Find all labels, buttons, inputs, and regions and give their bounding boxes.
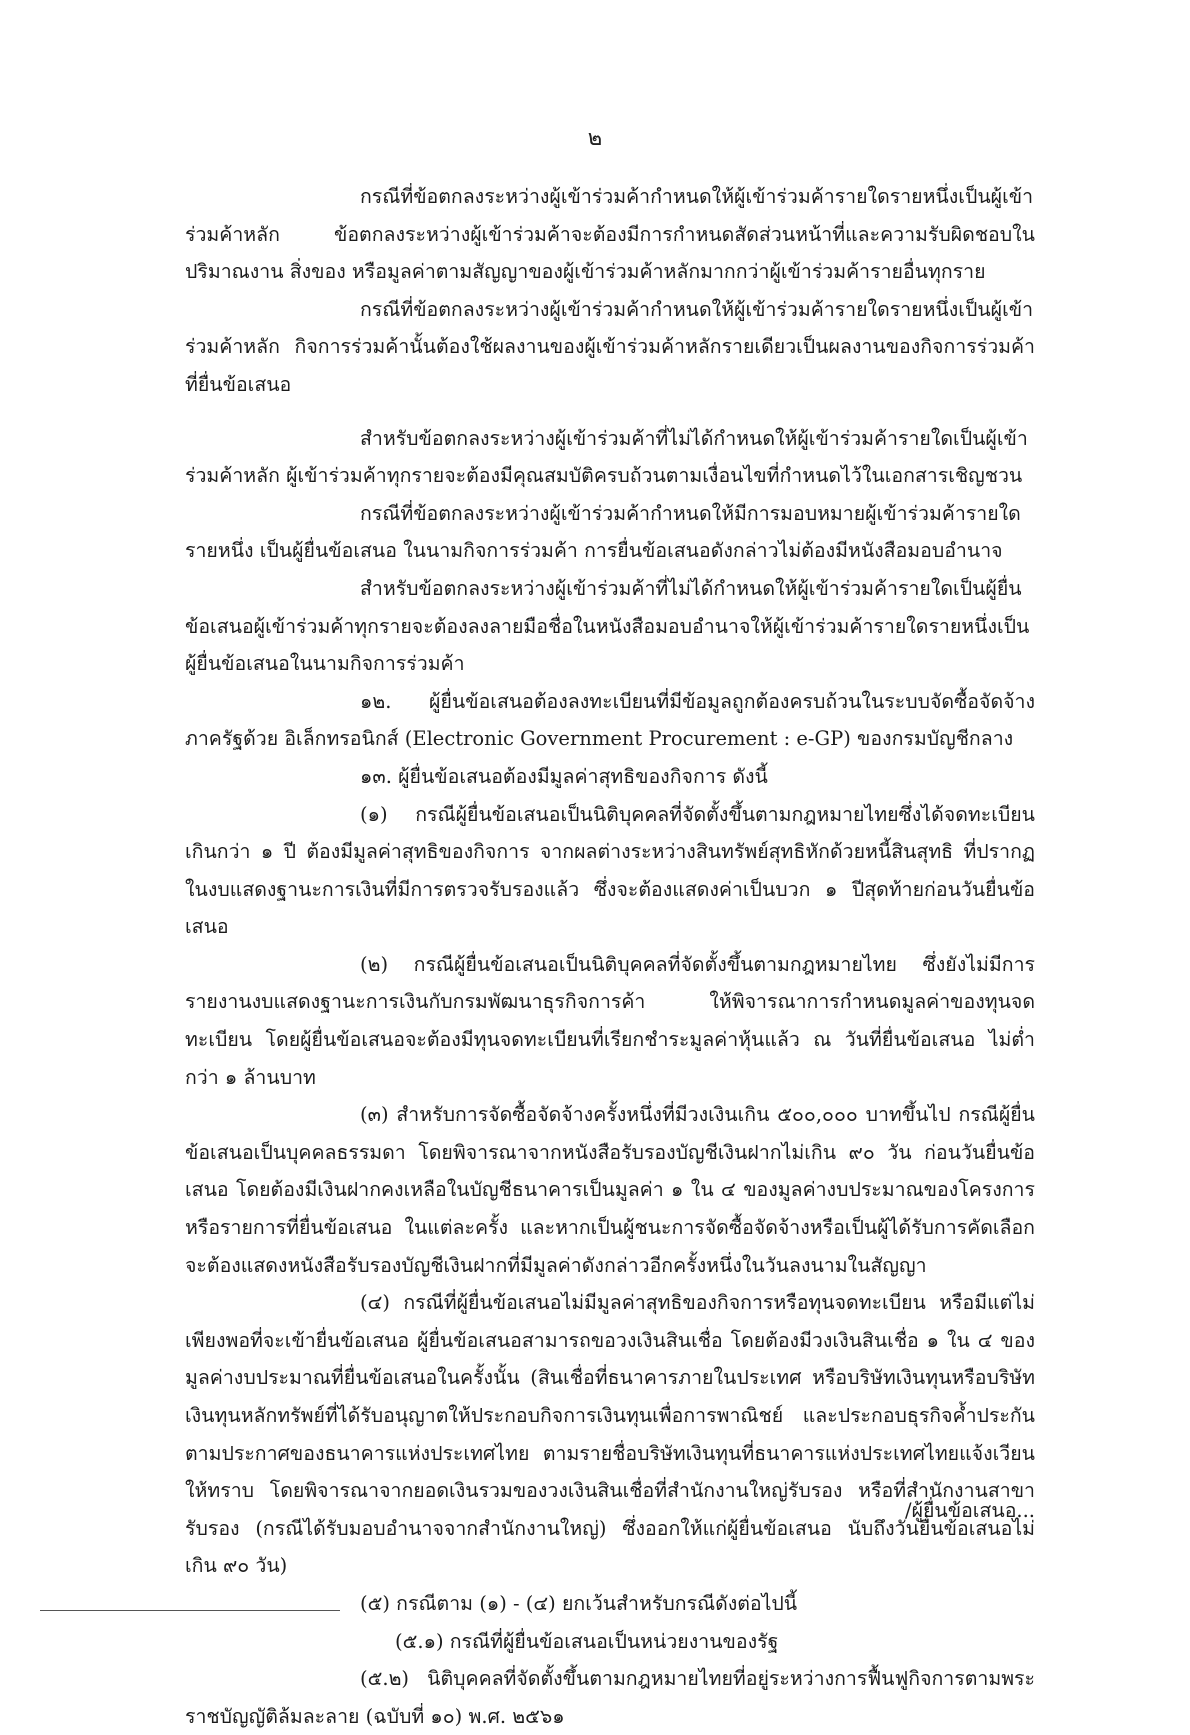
paragraph-lead-partner-portfolio: กรณีที่ข้อตกลงระหว่างผู้เข้าร่วมค้ากำหนดให้ผู้เข้าร่วมค้ารายใดรายหนึ่งเป็นผู้เข้าร่วมค้าหลัก กิจการร่วมค้านั้นต้องใช้ผลงานของผู้เข้าร่วมค้าหลักรายเดียวเป็นผลงานของกิจการร่วมค้าที่ยื่นข้อเสนอ: [185, 297, 1035, 396]
footer-rule: [40, 1610, 340, 1611]
paragraph-13-5-1: (๕.๑) กรณีที่ผู้ยื่นข้อเสนอเป็นหน่วยงานของรัฐ: [395, 1629, 779, 1653]
paragraph-13-3: (๓) สำหรับการจัดซื้อจัดจ้างครั้งหนึ่งที่มีวงเงินเกิน ๕๐๐,๐๐๐ บาทขึ้นไป กรณีผู้ยื่นข้อเสนอเป็นบุคคลธรรมดา โดยพิจารณาจากหนังสือรับรองบัญชีเงินฝากไม่เกิน ๙๐ วัน ก่อนวันยื่นข้อเสนอ โดยต้องมีเงินฝากคงเหลือในบัญชีธนาคารเป็นมูลค่า ๑ ใน ๔ ของมูลค่างบประมาณของโครงการหรือรายการที่ยื่นข้อเสนอ ในแต่ละครั้ง และหากเป็นผู้ชนะการจัดซื้อจัดจ้างหรือเป็นผู้ได้รับการคัดเลือกจะต้องแสดงหนังสือรับรองบัญชีเงินฝากที่มีมูลค่าดังกล่าวอีกครั้งหนึ่งในวันลงนามในสัญญา: [185, 1103, 1035, 1277]
paragraph-13-1: (๑) กรณีผู้ยื่นข้อเสนอเป็นนิติบุคคลที่จัดตั้งขึ้นตามกฎหมายไทยซึ่งได้จดทะเบียนเกินกว่า ๑ ปี ต้องมีมูลค่าสุทธิของกิจการ จากผลต่างระหว่างสินทรัพย์สุทธิหักด้วยหนี้สินสุทธิ ที่ปรากฏในงบแสดงฐานะการเงินที่มีการตรวจรับรองแล้ว ซึ่งจะต้องแสดงค่าเป็นบวก ๑ ปีสุดท้ายก่อนวันยื่นข้อเสนอ: [185, 802, 1035, 939]
page-number: ๒: [587, 126, 603, 151]
paragraph-power-of-attorney: สำหรับข้อตกลงระหว่างผู้เข้าร่วมค้าที่ไม่ได้กำหนดให้ผู้เข้าร่วมค้ารายใดเป็นผู้ยื่นข้อเสนอผู้เข้าร่วมค้าทุกรายจะต้องลงลายมือชื่อในหนังสือมอบอำนาจให้ผู้เข้าร่วมค้ารายใดรายหนึ่งเป็นผู้ยื่นข้อเสนอในนามกิจการร่วมค้า: [185, 576, 1030, 676]
paragraph-lead-partner-proportion: กรณีที่ข้อตกลงระหว่างผู้เข้าร่วมค้ากำหนดให้ผู้เข้าร่วมค้ารายใดรายหนึ่งเป็นผู้เข้าร่วมค้าหลัก ข้อตกลงระหว่างผู้เข้าร่วมค้าจะต้องมีการกำหนดสัดส่วนหน้าที่และความรับผิดชอบในปริมาณงาน สิ่งของ หรือมูลค่าตามสัญญาของผู้เข้าร่วมค้าหลักมากกว่าผู้เข้าร่วมค้ารายอื่นทุกราย: [185, 185, 1035, 284]
paragraph-designated-bidder: กรณีที่ข้อตกลงระหว่างผู้เข้าร่วมค้ากำหนดให้มีการมอบหมายผู้เข้าร่วมค้ารายใดรายหนึ่ง เป็นผู้ยื่นข้อเสนอ ในนามกิจการร่วมค้า การยื่นข้อเสนอดังกล่าวไม่ต้องมีหนังสือมอบอำนาจ: [185, 501, 1021, 563]
paragraph-no-lead-partner: สำหรับข้อตกลงระหว่างผู้เข้าร่วมค้าที่ไม่ได้กำหนดให้ผู้เข้าร่วมค้ารายใดเป็นผู้เข้าร่วมค้าหลัก ผู้เข้าร่วมค้าทุกรายจะต้องมีคุณสมบัติครบถ้วนตามเงื่อนไขที่กำหนดไว้ในเอกสารเชิญชวน: [185, 426, 1028, 488]
paragraph-clause-12-egp: ๑๒. ผู้ยื่นข้อเสนอต้องลงทะเบียนที่มีข้อมูลถูกต้องครบถ้วนในระบบจัดซื้อจัดจ้างภาครัฐด้วย อิเล็กทรอนิกส์ (Electronic Government Procurement : e-GP) ของกรมบัญชีกลาง: [185, 689, 1035, 751]
paragraph-13-5-2: (๕.๒) นิติบุคคลที่จัดตั้งขึ้นตามกฎหมายไทยที่อยู่ระหว่างการฟื้นฟูกิจการตามพระราชบัญญัติล้มละลาย (ฉบับที่ ๑๐) พ.ศ. ๒๕๖๑: [185, 1667, 1035, 1728]
paragraph-clause-13-net-worth: ๑๓. ผู้ยื่นข้อเสนอต้องมีมูลค่าสุทธิของกิจการ ดังนี้: [360, 764, 768, 788]
paragraph-13-2: (๒) กรณีผู้ยื่นข้อเสนอเป็นนิติบุคคลที่จัดตั้งขึ้นตามกฎหมายไทย ซึ่งยังไม่มีการรายงานงบแสดงฐานะการเงินกับกรมพัฒนาธุรกิจการค้า ให้พิจารณาการกำหนดมูลค่าของทุนจดทะเบียน โดยผู้ยื่นข้อเสนอจะต้องมีทุนจดทะเบียนที่เรียกชำระมูลค่าหุ้นแล้ว ณ วันที่ยื่นข้อเสนอ ไม่ต่ำกว่า ๑ ล้านบาท: [185, 952, 1035, 1089]
paragraph-13-4: (๔) กรณีที่ผู้ยื่นข้อเสนอไม่มีมูลค่าสุทธิของกิจการหรือทุนจดทะเบียน หรือมีแต่ไม่เพียงพอที่จะเข้ายื่นข้อเสนอ ผู้ยื่นข้อเสนอสามารถขอวงเงินสินเชื่อ โดยต้องมีวงเงินสินเชื่อ ๑ ใน ๔ ของมูลค่างบประมาณที่ยื่นข้อเสนอในครั้งนั้น (สินเชื่อที่ธนาคารภายในประเทศ หรือบริษัทเงินทุนหรือบริษัทเงินทุนหลักทรัพย์ที่ได้รับอนุญาตให้ประกอบกิจการเงินทุนเพื่อการพาณิชย์ และประกอบธุรกิจค้ำประกันตามประกาศของธนาคารแห่งประเทศไทย ตามรายชื่อบริษัทเงินทุนที่ธนาคารแห่งประเทศไทยแจ้งเวียนให้ทราบ โดยพิจารณาจากยอดเงินรวมของวงเงินสินเชื่อที่สำนักงานใหญ่รับรอง หรือที่สำนักงานสาขารับรอง (กรณีได้รับมอบอำนาจจากสำนักงานใหญ่) ซึ่งออกให้แก่ผู้ยื่นข้อเสนอ นับถึงวันยื่นข้อเสนอไม่เกิน ๙๐ วัน): [185, 1291, 1035, 1578]
continuation-marker: /ผู้ยื่นข้อเสนอ...: [905, 1499, 1035, 1522]
paragraph-13-5: (๕) กรณีตาม (๑) - (๔) ยกเว้นสำหรับกรณีดังต่อไปนี้: [360, 1591, 798, 1615]
